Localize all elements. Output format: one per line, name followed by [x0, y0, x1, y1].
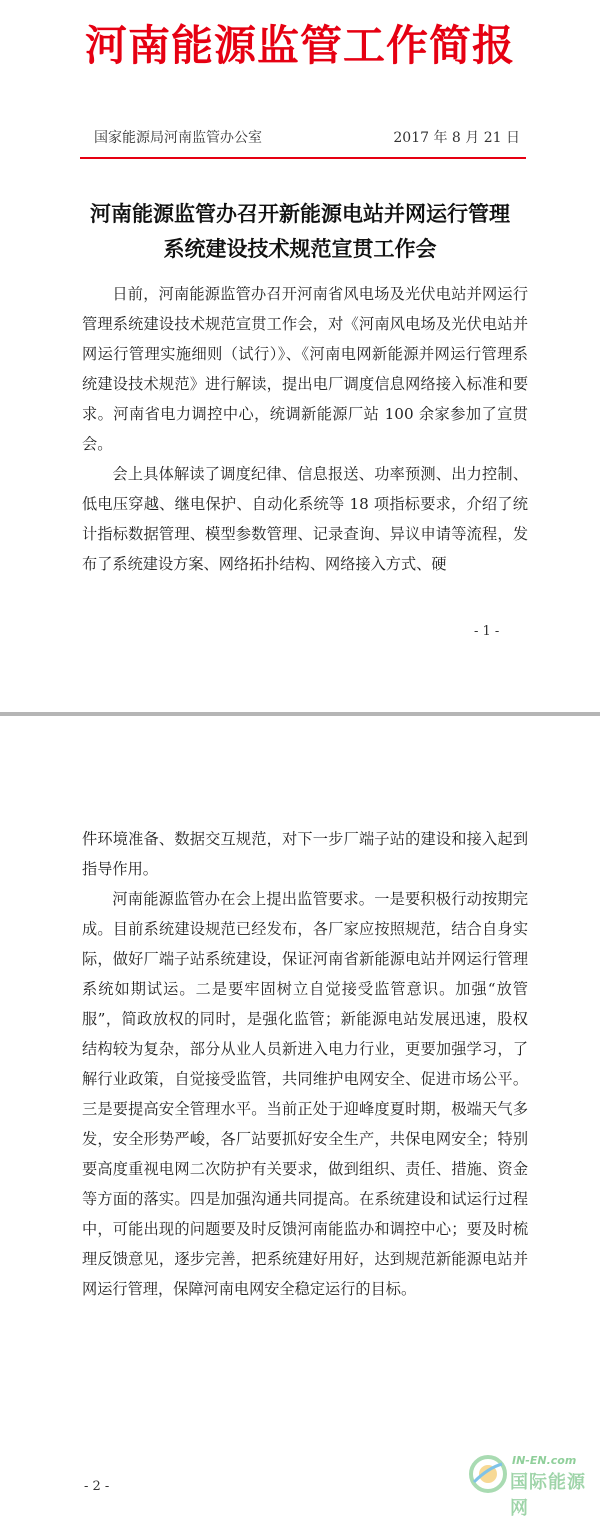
page-number-1: - 1 -: [474, 624, 500, 639]
in-en-watermark: [468, 1452, 598, 1519]
page-number-2: - 2 -: [84, 1479, 110, 1494]
issuing-office: 国家能源局河南监管办公室: [94, 130, 262, 146]
issue-date: 2017 年 8 月 21 日: [393, 130, 520, 146]
masthead-title: 河南能源监管工作简报: [84, 21, 515, 70]
paragraph: 会上具体解读了调度纪律、信息报送、功率预测、出力控制、低电压穿越、继电保护、自动化系统等 18 项指标要求，介绍了统计指标数据管理、模型参数管理、记录查询、异议申请等流程，发布了系统建设方案、网络拓扑结构、网络接入方式、硬: [82, 465, 528, 573]
document-title: [60, 196, 540, 266]
red-divider-line: [80, 157, 526, 159]
paragraph-continued: 件环境准备、数据交互规范，对下一步厂端子站的建设和接入起到指导作用。: [82, 830, 528, 878]
document-title-line-2: 系统建设技术规范宣贯工作会: [163, 236, 437, 261]
paragraph: 日前，河南能源监管办召开河南省风电场及光伏电站并网运行管理系统建设技术规范宣贯工作会，对《河南风电场及光伏电站并网运行管理实施细则（试行）》、《河南电网新能源并网运行管理系统建设技术规范》进行解读，提出电厂调度信息网络接入标准和要求。河南省电力调控中心，统调新能源厂站 100 余家参加了宣贯会。: [82, 285, 528, 453]
paragraph: 河南能源监管办在会上提出监管要求。一是要积极行动按期完成。目前系统建设规范已经发布，各厂家应按照规范，结合自身实际，做好厂端子站系统建设，保证河南省新能源电站并网运行管理系统如期试运。二是要牢固树立自觉接受监管意识。加强“放管服”，简政放权的同时，是强化监管；新能源电站发展迅速，股权结构较为复杂，部分从业人员新进入电力行业，更要加强学习，了解行业政策，自觉接受监管，共同维护电网安全、促进市场公平。三是要提高安全管理水平。当前正处于迎峰度夏时期，极端天气多发，安全形势严峻，各厂站要抓好安全生产，共保电网安全；特别要高度重视电网二次防护有关要求，做到组织、责任、措施、资金等方面的落实。四是加强沟通共同提高。在系统建设和试运行过程中，可能出现的问题要及时反馈河南能监办和调控中心；要及时梳理反馈意见，逐步完善，把系统建好用好，达到规范新能源电站并网运行管理，保障河南电网安全稳定运行的目标。: [82, 890, 528, 1298]
page-2-body: [82, 824, 528, 1304]
document-title-line-1: 河南能源监管办召开新能源电站并网运行管理: [90, 201, 510, 226]
issuer-date-row: [94, 126, 520, 150]
watermark-chinese: 国际能源网: [510, 1472, 586, 1519]
watermark-latin: IN-EN.com: [512, 1454, 577, 1467]
page-1-body: [82, 279, 528, 579]
in-en-logo-icon: [468, 1454, 508, 1494]
